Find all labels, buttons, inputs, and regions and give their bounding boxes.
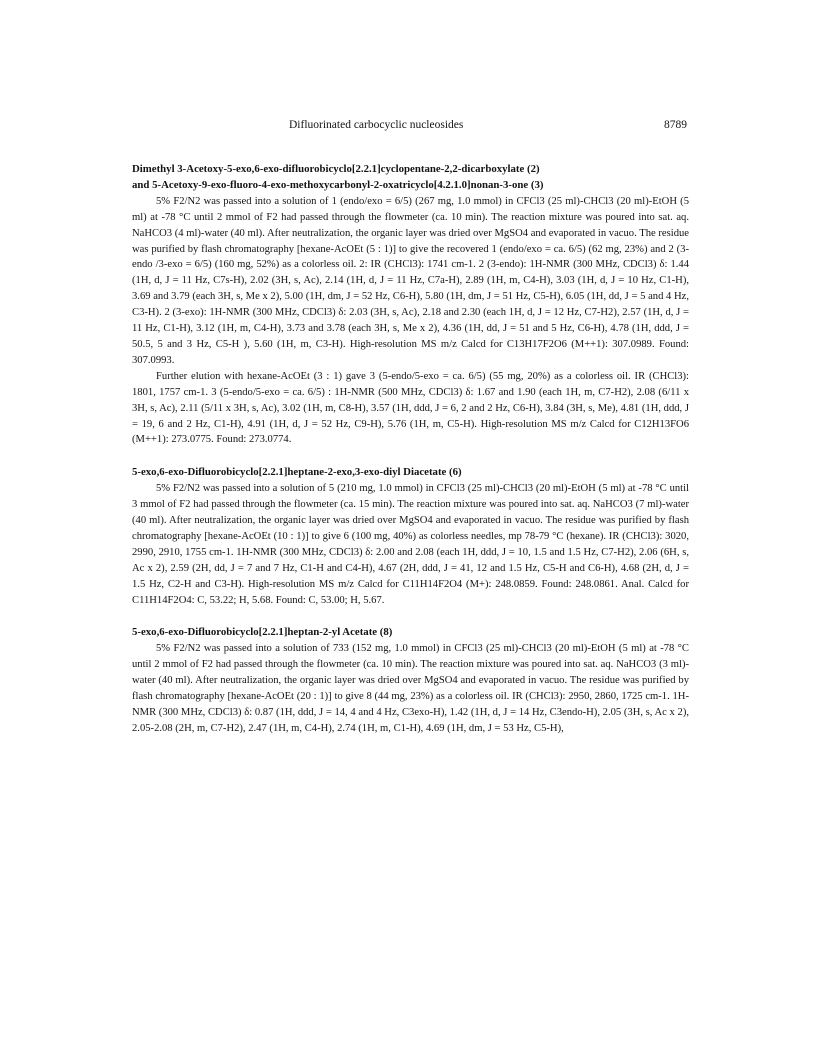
paragraph-compound-3: Further elution with hexane-AcOEt (3 : 1) gave 3 (5-endo/5-exo = ca. 6/5) (55 mg, 20%) as a colorless oil. IR (CHCl3): 1801, 1757 cm-1. 3 (5-endo/5-exo = ca. 6/5) : 1H-NMR (500 MHz, CDCl3) δ: 1.67 and 1.90 (each 1H, m, C7-H2), 2.08 (6/11 x 3H, s, Ac), 2.11 (5/11 x 3H, s, Ac), 3.02 (1H, m, C8-H), 3.57 (1H, ddd, J = 6, 2 and 2 Hz, C6-H), 3.84 (3H, s, Me), 4.81 (1H, ddd, J = 19, 6 and 2 Hz, C1-H), 4.91 (1H, d, J = 52 Hz, C9-H), 5.76 (1H, m, C5-H). High-resolution MS m/z Calcd for C12H13FO6 (M++1): 273.0775. Found: 273.0774. — [132, 370, 689, 446]
experimental-text — [132, 162, 689, 737]
running-title: Difluorinated carbocyclic nucleosides — [289, 119, 464, 131]
section-title-compound-2: Dimethyl 3-Acetoxy-5-exo,6-exo-difluorobicyclo[2.2.1]cyclopentane-2,2-dicarboxylate (2) — [132, 163, 540, 175]
section-title-compound-3: and 5-Acetoxy-9-exo-fluoro-4-exo-methoxycarbonyl-2-oxatricyclo[4.2.1.0]nonan-3-one (3) — [132, 178, 544, 191]
page-number: 8789 — [664, 119, 687, 131]
section-gap — [132, 448, 689, 465]
paragraph-compound-8: 5% F2/N2 was passed into a solution of 733 (152 mg, 1.0 mmol) in CFCl3 (25 ml)-CHCl3 (20 ml)-EtOH (5 ml) at -78 °C until 2 mmol of F2 had passed through the flowmeter (ca. 10 min). The reaction mixture was poured into sat. aq. NaHCO3 (3 ml)-water (40 ml). After neutralization, the organic layer was dried over MgSO4 and evaporated in vacuo. The residue was purified by flash chromatography [hexane-AcOEt (20 : 1)] to give 8 (44 mg, 23%) as a colorless oil. IR (CHCl3): 2950, 2860, 1725 cm-1. 1H-NMR (300 MHz, CDCl3) δ: 0.87 (1H, ddd, J = 14, 4 and 4 Hz, C3exo-H), 1.42 (1H, d, J = 14 Hz, C3endo-H), 2.05 (3H, s, Ac x 2), 2.05-2.08 (2H, m, C7-H2), 2.47 (1H, m, C4-H), 2.74 (1H, m, C1-H), 4.69 (1H, dm, J = 53 Hz, C5-H), — [132, 643, 689, 734]
paragraph-compound-6: 5% F2/N2 was passed into a solution of 5 (210 mg, 1.0 mmol) in CFCl3 (25 ml)-CHCl3 (20 ml)-EtOH (5 ml) at -78 °C until 3 mmol of F2 had passed through the flowmeter (ca. 15 min). The reaction mixture was poured into sat. aq. NaHCO3 (7 ml)-water (40 ml). After neutralization, the organic layer was dried over MgSO4 and evaporated in vacuo. The residue was purified by flash chromatography [hexane-AcOEt (10 : 1)] to give 6 (100 mg, 40%) as colorless needles, mp 78-79 °C (hexane). IR (CHCl3): 3020, 2990, 2910, 1755 cm-1. 1H-NMR (300 MHz, CDCl3) δ: 2.00 and 2.08 (each 1H, ddd, J = 10, 1.5 and 1.5 Hz, C7-H2), 2.06 (6H, s, Ac x 2), 2.59 (2H, dd, J = 7 and 7 Hz, C1-H and C4-H), 4.67 (2H, ddd, J = 41, 12 and 1.5 Hz, C5-H and C6-H), 4.68 (2H, d, J = 1.5 Hz, C2-H and C3-H). High-resolution MS m/z Calcd for C11H14F2O4 (M+): 248.0859. Found: 248.0861. Anal. Calcd for C11H14F2O4: C, 53.22; H, 5.68. Found: C, 53.00; H, 5.67. — [132, 483, 689, 606]
section-title-compound-8: 5-exo,6-exo-Difluorobicyclo[2.2.1]heptan-2-yl Acetate (8) — [132, 626, 393, 639]
section-title-compound-6: 5-exo,6-exo-Difluorobicyclo[2.2.1]heptane-2-exo,3-exo-diyl Diacetate (6) — [132, 466, 462, 479]
section-gap — [132, 608, 689, 625]
paragraph-compound-2: 5% F2/N2 was passed into a solution of 1 (endo/exo = 6/5) (267 mg, 1.0 mmol) in CFCl3 (25 ml)-CHCl3 (20 ml)-EtOH (5 ml) at -78 °C until 2 mmol of F2 had passed through the flowmeter (ca. 10 min). The reaction mixture was poured into sat. aq. NaHCO3 (4 ml)-water (40 ml). After neutralization, the organic layer was dried over MgSO4 and evaporated in vacuo. The residue was purified by flash chromatography [hexane-AcOEt (5 : 1)] to give the recovered 1 (endo/exo = ca. 6/5) (62 mg, 23%) and 2 (3-endo /3-exo = 6/5) (160 mg, 52%) as a colorless oil. 2: IR (CHCl3): 1741 cm-1. 2 (3-endo): 1H-NMR (300 MHz, CDCl3) δ: 1.44 (1H, d, J = 11 Hz, C7s-H), 2.02 (3H, s, Ac), 2.14 (1H, d, J = 11 Hz, C7a-H), 2.89 (1H, m, C4-H), 3.03 (1H, d, J = 10 Hz, C1-H), 3.69 and 3.79 (each 3H, s, Me x 2), 5.00 (1H, dm, J = 52 Hz, C6-H), 5.80 (1H, dm, J = 51 Hz, C5-H), 6.05 (1H, dd, J = 5 and 4 Hz, C3-H). 2 (3-exo): 1H-NMR (300 MHz, CDCl3) δ: 2.03 (3H, s, Ac), 2.18 and 2.30 (each 1H, d, J = 12 Hz, C7-H2), 2.57 (1H, d, J = 11 Hz, C1-H), 3.12 (1H, m, C4-H), 3.73 and 3.78 (each 3H, s, Me x 2), 4.36 (1H, dd, J = 51 and 5 Hz, C6-H), 4.78 (1H, ddd, J = 50.5, 5 and 3 Hz, C5-H ), 5.60 (1H, m, C3-H). High-resolution MS m/z Calcd for C13H17F2O6 (M++1): 307.0989. Found: 307.0993. — [132, 195, 689, 366]
